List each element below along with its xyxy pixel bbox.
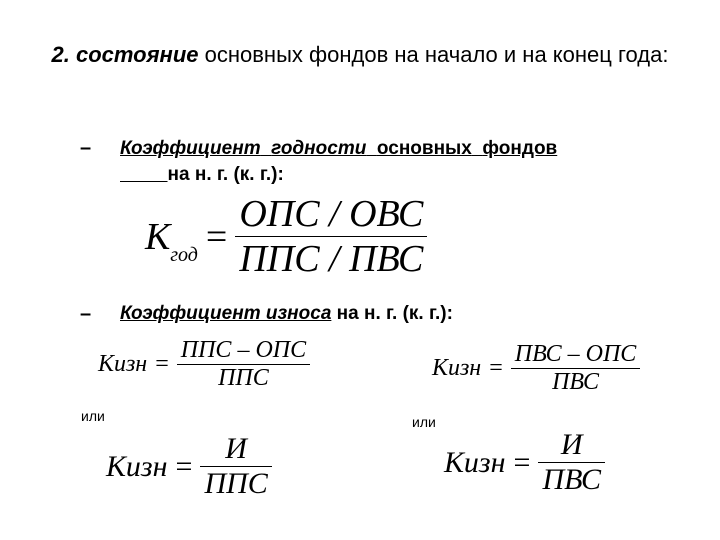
formula5-fraction — [538, 428, 605, 497]
formula-wear-by-depreciation-restored — [444, 428, 605, 497]
formula-fitness-coefficient — [145, 192, 427, 281]
formula2-numerator: ППС – ОПС — [180, 337, 307, 363]
formula5-lhs: Кизн — [444, 445, 506, 479]
bullet2-label: Коэффициент износа — [120, 303, 332, 324]
formula-wear-ratio-restored — [432, 341, 640, 396]
formula1-fraction — [235, 192, 427, 281]
formula5-equals: = — [513, 445, 531, 479]
bullet1-word-fitness: годности — [271, 138, 367, 159]
formula1-numerator: ОПС / ОВС — [239, 193, 424, 235]
bullet2-line — [120, 303, 453, 325]
title-text: основных фондов на начало и на конец года: — [198, 42, 669, 67]
or-label-left: или — [81, 408, 105, 424]
bullet1-line1 — [120, 138, 557, 160]
formula5-numerator: И — [560, 428, 583, 461]
formula2-equals: = — [155, 351, 169, 377]
bullet1-line2 — [120, 164, 284, 186]
bullet-dash-1: – — [80, 137, 92, 159]
formula3-fraction — [511, 341, 641, 396]
formula3-lhs: Кизн — [432, 355, 482, 381]
formula-wear-by-depreciation-initial — [106, 432, 272, 501]
or-label-right: или — [412, 414, 436, 430]
formula1-denominator: ППС / ПВС — [239, 238, 424, 280]
formula5-denominator: ПВС — [542, 463, 602, 496]
formula2-fraction — [177, 337, 310, 392]
bullet-dash-2: – — [80, 303, 92, 325]
title-emphasis: 2. состояние — [51, 42, 199, 67]
bullet1-word-assets: фондов — [482, 138, 558, 159]
formula-wear-ratio-initial — [98, 337, 310, 392]
formula1-equals: = — [205, 215, 228, 258]
formula4-numerator: И — [225, 432, 247, 465]
formula4-fraction — [200, 432, 271, 501]
formula3-equals: = — [489, 355, 503, 381]
formula2-lhs: Кизн — [98, 351, 148, 377]
formula1-lhs: $К_{год}$ — [145, 215, 198, 266]
formula4-denominator: ППС — [204, 467, 268, 500]
formula3-numerator: ПВС – ОПС — [514, 341, 637, 367]
formula4-lhs: Кизн — [106, 449, 168, 483]
formula1-subscript: год — [170, 243, 198, 266]
formula2-denominator: ППС — [218, 365, 269, 391]
formula4-equals: = — [175, 449, 193, 483]
bullet2-period: на н. г. (к. г.): — [331, 303, 453, 324]
bullet1-word-fixed: основных — [376, 138, 472, 159]
slide-title — [40, 38, 680, 71]
bullet1-period: на н. г. (к. г.): — [167, 164, 284, 185]
formula3-denominator: ПВС — [552, 369, 599, 395]
bullet1-word-coefficient: Коэффициент — [120, 138, 261, 159]
